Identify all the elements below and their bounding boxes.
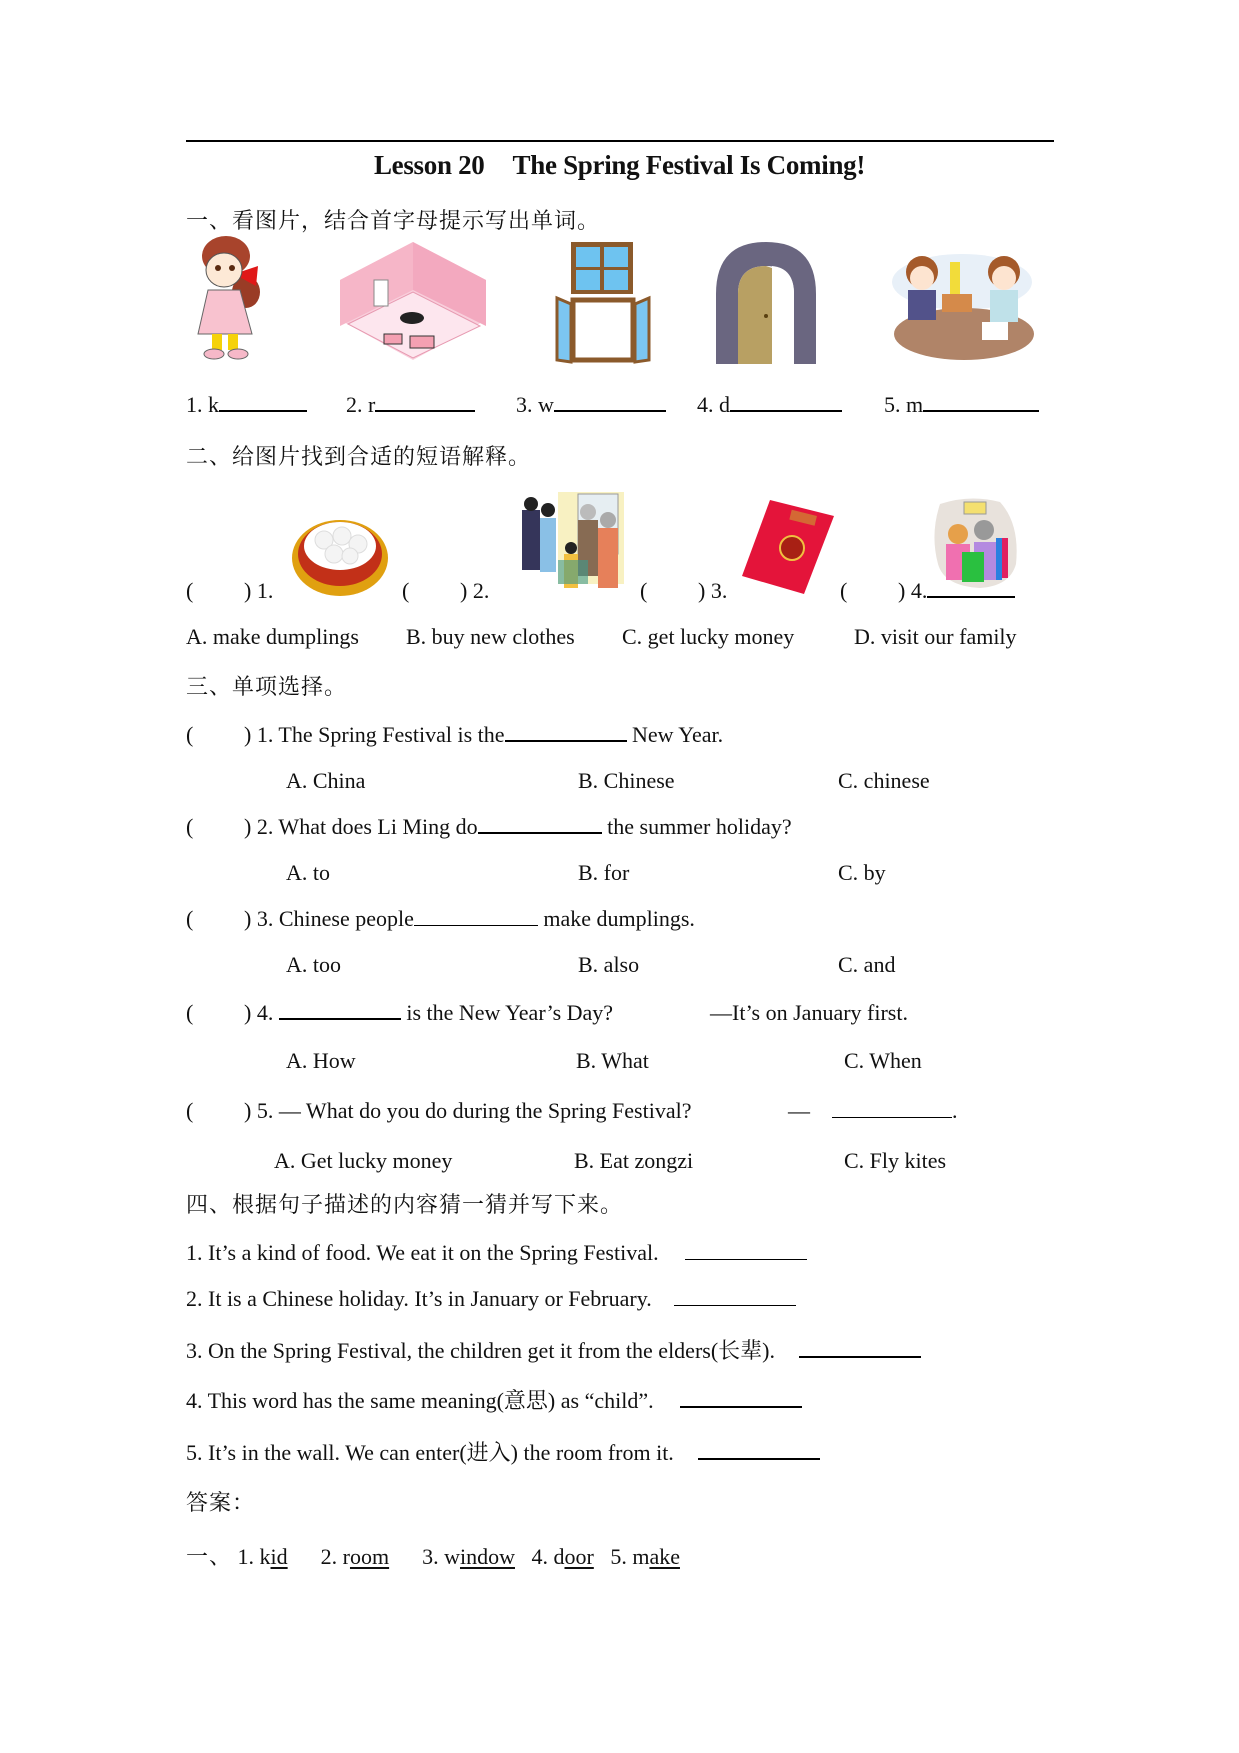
header-rule <box>186 140 1054 142</box>
dumplings-bowl-illustration <box>290 512 390 598</box>
section2-heading: 二、给图片找到合适的短语解释。 <box>186 445 532 470</box>
answer-blank[interactable] <box>832 1099 952 1118</box>
question-1-option-b: B. Chinese <box>578 768 675 793</box>
question-3: ( ) 3. Chinese people make dumplings. <box>186 906 695 931</box>
section1-item-5: 5. m <box>884 392 1039 418</box>
answer-blank[interactable] <box>680 1388 802 1408</box>
guess-item-1: 1. It’s a kind of food. We eat it on the Spring Festival. <box>186 1240 807 1266</box>
guess-item-3: 3. On the Spring Festival, the children get it from the elders(长辈). <box>186 1334 921 1365</box>
answer-2: 2. room <box>320 1544 390 1569</box>
answer-blank[interactable] <box>478 814 602 834</box>
question-2: ( ) 2. What does Li Ming do the summer holiday? <box>186 814 792 839</box>
question-4-option-b: B. What <box>576 1048 649 1073</box>
question-5-option-b: B. Eat zongzi <box>574 1148 694 1173</box>
answer-blank[interactable] <box>219 392 307 412</box>
question-5-option-c: C. Fly kites <box>844 1148 947 1173</box>
answers-section1: 一、 1. kid 2. room 3. window 4. door 5. make <box>186 1544 680 1570</box>
answer-1: 1. kid <box>237 1544 288 1569</box>
answer-blank[interactable] <box>923 392 1039 412</box>
section2-item-2: ( ) 2. <box>402 578 490 603</box>
question-1-option-c: C. chinese <box>838 768 930 793</box>
section1-item-2: 2. r <box>346 392 475 418</box>
pink-room-illustration <box>340 240 486 364</box>
question-4-reply: —It’s on January first. <box>710 1000 908 1025</box>
answer-blank[interactable] <box>698 1440 820 1460</box>
answer-4: 4. door <box>531 1544 594 1569</box>
question-4: ( ) 4. is the New Year’s Day? <box>186 1000 614 1025</box>
answer-3: 3. window <box>422 1544 515 1569</box>
answer-5: 5. make <box>610 1544 680 1569</box>
section4-heading: 四、根据句子描述的内容猜一猜并写下来。 <box>186 1193 624 1218</box>
lesson-name: The Spring Festival Is Coming! <box>512 150 866 180</box>
section2-item-1: ( ) 1. <box>186 578 274 603</box>
answer-blank[interactable] <box>730 392 842 412</box>
page-title <box>0 150 1239 181</box>
question-5-option-a: A. Get lucky money <box>274 1148 453 1173</box>
answer-blank[interactable] <box>927 590 1015 598</box>
question-4-option-a: A. How <box>286 1048 356 1073</box>
section1-item-1: 1. k <box>186 392 307 418</box>
lesson-number: Lesson 20 <box>373 150 485 180</box>
question-1-option-a: A. China <box>286 768 366 793</box>
section2-item-3: ( ) 3. <box>640 578 728 603</box>
answer-blank[interactable] <box>674 1287 796 1306</box>
section3-heading: 三、单项选择。 <box>186 675 348 700</box>
answer-blank[interactable] <box>414 907 538 926</box>
question-3-option-b: B. also <box>578 952 640 977</box>
section1-item-3: 3. w <box>516 392 666 418</box>
answer-blank[interactable] <box>505 722 627 742</box>
question-5-answer: — . <box>788 1098 958 1123</box>
question-2-option-b: B. for <box>578 860 630 885</box>
shopping-clothes-illustration <box>930 494 1020 590</box>
question-3-option-c: C. and <box>838 952 896 977</box>
question-5: ( ) 5. — What do you do during the Spring Festival? <box>186 1098 692 1123</box>
section1-heading: 一、看图片，结合首字母提示写出单词。 <box>186 209 601 234</box>
answer-blank[interactable] <box>685 1241 807 1260</box>
guess-item-4: 4. This word has the same meaning(意思) as “child”. <box>186 1384 802 1415</box>
door-illustration <box>712 238 820 366</box>
answer-blank[interactable] <box>375 392 475 412</box>
section2-option-d: D. visit our family <box>854 624 1017 649</box>
section2-option-b: B. buy new clothes <box>406 624 575 649</box>
answer-blank[interactable] <box>554 392 666 412</box>
red-envelope-illustration <box>740 498 836 596</box>
answer-blank[interactable] <box>799 1338 921 1358</box>
question-4-option-c: C. When <box>844 1048 922 1073</box>
section2-item-4: ( ) 4. <box>840 578 1015 604</box>
guess-item-2: 2. It is a Chinese holiday. It’s in January or February. <box>186 1286 796 1312</box>
question-1: ( ) 1. The Spring Festival is the New Year. <box>186 722 724 747</box>
girl-kid-illustration <box>186 234 272 364</box>
section2-option-c: C. get lucky money <box>622 624 795 649</box>
answer-blank[interactable] <box>279 1000 401 1020</box>
question-2-option-c: C. by <box>838 860 886 885</box>
question-2-option-a: A. to <box>286 860 330 885</box>
family-making-crafts-illustration <box>882 242 1042 364</box>
answers-heading: 答案： <box>186 1491 256 1516</box>
section2-option-a: A. make dumplings <box>186 624 359 649</box>
question-3-option-a: A. too <box>286 952 341 977</box>
window-illustration <box>555 240 651 364</box>
family-visit-illustration <box>518 490 624 600</box>
section1-item-4: 4. d <box>697 392 842 418</box>
guess-item-5: 5. It’s in the wall. We can enter(进入) the room from it. <box>186 1436 820 1467</box>
